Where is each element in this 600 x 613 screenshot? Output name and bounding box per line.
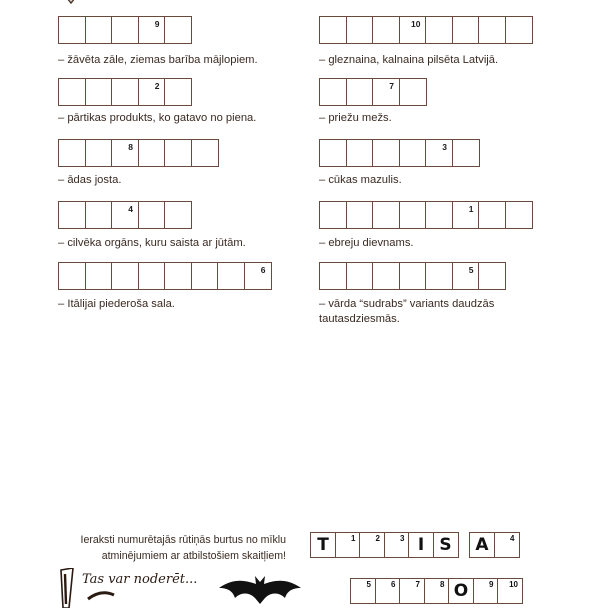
- grid-cell[interactable]: [319, 16, 347, 44]
- grid-cell[interactable]: [138, 78, 166, 106]
- grid-cell[interactable]: [85, 262, 113, 290]
- answer-cell[interactable]: [375, 578, 401, 604]
- word-grid-10: [319, 262, 505, 290]
- grid-cell[interactable]: [85, 139, 113, 167]
- grid-cell[interactable]: [217, 262, 245, 290]
- grid-cell[interactable]: [372, 78, 400, 106]
- cell-number: 3: [400, 534, 405, 543]
- answer-letter-cell: [408, 532, 434, 558]
- answer-cell[interactable]: [359, 532, 385, 558]
- cell-number: 5: [366, 580, 371, 589]
- answer-letter: O: [453, 581, 469, 601]
- grid-cell[interactable]: [319, 139, 347, 167]
- grid-cell[interactable]: [244, 262, 272, 290]
- instruction-text: Ieraksti numurētajās rūtiņās burtus no mīklu atminējumiem ar atbilstošiem skaitļiem!: [80, 534, 286, 562]
- cell-number: 4: [128, 204, 133, 214]
- answer-letter-cell: [433, 532, 459, 558]
- grid-cell[interactable]: [191, 262, 219, 290]
- cell-number: 3: [442, 142, 447, 152]
- word-grid-7: [319, 78, 425, 106]
- word-grid-4: [58, 201, 191, 229]
- grid-cell[interactable]: [452, 201, 480, 229]
- grid-cell[interactable]: [372, 139, 400, 167]
- clue-7: – priežu mežs.: [319, 112, 392, 124]
- grid-cell[interactable]: [138, 16, 166, 44]
- grid-cell[interactable]: [319, 201, 347, 229]
- grid-cell[interactable]: [478, 16, 506, 44]
- grid-cell[interactable]: [319, 78, 347, 106]
- answer-cell[interactable]: [350, 578, 376, 604]
- grid-cell[interactable]: [346, 78, 374, 106]
- arrow-icon: [86, 588, 116, 600]
- grid-cell[interactable]: [58, 78, 86, 106]
- grid-cell[interactable]: [478, 262, 506, 290]
- grid-cell[interactable]: [399, 78, 427, 106]
- clue-1: – žāvēta zāle, ziemas barība mājlopiem.: [58, 54, 258, 66]
- pencil-star-icon: [60, 0, 82, 6]
- grid-cell[interactable]: [505, 16, 533, 44]
- answer-cell[interactable]: [473, 578, 499, 604]
- answer-gap: [457, 532, 469, 558]
- grid-cell[interactable]: [164, 201, 192, 229]
- grid-cell[interactable]: [425, 201, 453, 229]
- grid-cell[interactable]: [399, 16, 427, 44]
- grid-cell[interactable]: [399, 262, 427, 290]
- grid-cell[interactable]: [138, 139, 166, 167]
- cell-number: 6: [260, 265, 266, 275]
- cell-number: 1: [351, 534, 356, 543]
- cell-number: 8: [440, 580, 445, 589]
- lightbulb-icon: [60, 568, 74, 608]
- answer-cell[interactable]: [335, 532, 361, 558]
- answer-letter-cell: [469, 532, 495, 558]
- grid-cell[interactable]: [478, 201, 506, 229]
- clue-8: – cūkas mazulis.: [319, 174, 402, 186]
- clue-3: – ādas josta.: [58, 174, 122, 186]
- grid-cell[interactable]: [346, 201, 374, 229]
- word-grid-1: [58, 16, 191, 44]
- grid-cell[interactable]: [85, 78, 113, 106]
- grid-cell[interactable]: [138, 262, 166, 290]
- grid-cell[interactable]: [346, 262, 374, 290]
- grid-cell[interactable]: [111, 78, 139, 106]
- grid-cell[interactable]: [191, 139, 219, 167]
- cell-number: 1: [468, 204, 474, 214]
- word-grid-9: [319, 201, 531, 229]
- grid-cell[interactable]: [164, 78, 192, 106]
- cell-number: 2: [375, 534, 380, 543]
- answer-cell[interactable]: [424, 578, 450, 604]
- answer-row-2: [350, 578, 522, 604]
- cell-number: 6: [391, 580, 396, 589]
- word-grid-2: [58, 78, 191, 106]
- answer-letter-cell: [310, 532, 336, 558]
- grid-cell[interactable]: [58, 262, 86, 290]
- answer-cell[interactable]: [384, 532, 410, 558]
- grid-cell[interactable]: [58, 139, 86, 167]
- answer-letter-cell: [448, 578, 474, 604]
- grid-cell[interactable]: [372, 262, 400, 290]
- answer-letter: I: [417, 535, 425, 555]
- grid-cell[interactable]: [452, 16, 480, 44]
- cell-number: 8: [128, 142, 133, 152]
- grid-cell[interactable]: [425, 139, 453, 167]
- word-grid-6: [319, 16, 531, 44]
- answer-letter: A: [475, 535, 489, 555]
- grid-cell[interactable]: [452, 139, 480, 167]
- grid-cell[interactable]: [138, 201, 166, 229]
- grid-cell[interactable]: [58, 201, 86, 229]
- clue-9: – ebreju dievnams.: [319, 237, 414, 249]
- cell-number: 2: [154, 81, 160, 91]
- grid-cell[interactable]: [346, 139, 374, 167]
- cell-number: 10: [509, 580, 518, 589]
- word-grid-8: [319, 139, 478, 167]
- cell-number: 4: [510, 534, 515, 543]
- grid-cell[interactable]: [372, 16, 400, 44]
- answer-cell[interactable]: [497, 578, 523, 604]
- grid-cell[interactable]: [425, 16, 453, 44]
- grid-cell[interactable]: [399, 201, 427, 229]
- grid-cell[interactable]: [164, 262, 192, 290]
- cell-number: 9: [489, 580, 494, 589]
- grid-cell[interactable]: [452, 262, 480, 290]
- cell-number: 7: [415, 580, 420, 589]
- answer-row-1: [310, 532, 518, 558]
- cell-number: 5: [468, 265, 474, 275]
- grid-cell[interactable]: [164, 139, 192, 167]
- grid-cell[interactable]: [425, 262, 453, 290]
- grid-cell[interactable]: [319, 262, 347, 290]
- grid-cell[interactable]: [505, 201, 533, 229]
- clue-2: – pārtikas produkts, ko gatavo no piena.: [58, 112, 257, 124]
- grid-cell[interactable]: [372, 201, 400, 229]
- grid-cell[interactable]: [58, 16, 86, 44]
- grid-cell[interactable]: [111, 201, 139, 229]
- grid-cell[interactable]: [111, 16, 139, 44]
- grid-cell[interactable]: [111, 262, 139, 290]
- word-grid-5: [58, 262, 270, 290]
- word-grid-3: [58, 139, 217, 167]
- cell-number: 7: [389, 81, 394, 91]
- answer-letter: T: [317, 535, 329, 555]
- clue-6: – gleznaina, kalnaina pilsēta Latvijā.: [319, 54, 499, 66]
- grid-cell[interactable]: [111, 139, 139, 167]
- cell-number: 10: [411, 19, 421, 29]
- clue-4: – cilvēka orgāns, kuru saista ar jūtām.: [58, 237, 246, 249]
- grid-cell[interactable]: [346, 16, 374, 44]
- clue-10: – vārda “sudrabs” variants daudzās tautasdziesmās.: [319, 298, 495, 325]
- grid-cell[interactable]: [85, 16, 113, 44]
- grid-cell[interactable]: [399, 139, 427, 167]
- cell-number: 9: [154, 19, 160, 29]
- hint-text: Tas var noderēt...: [82, 572, 198, 587]
- answer-letter: S: [439, 535, 452, 555]
- grid-cell[interactable]: [85, 201, 113, 229]
- clue-5: – Itālijai piederoša sala.: [58, 298, 175, 310]
- grid-cell[interactable]: [164, 16, 192, 44]
- answer-cell[interactable]: [399, 578, 425, 604]
- answer-cell[interactable]: [494, 532, 520, 558]
